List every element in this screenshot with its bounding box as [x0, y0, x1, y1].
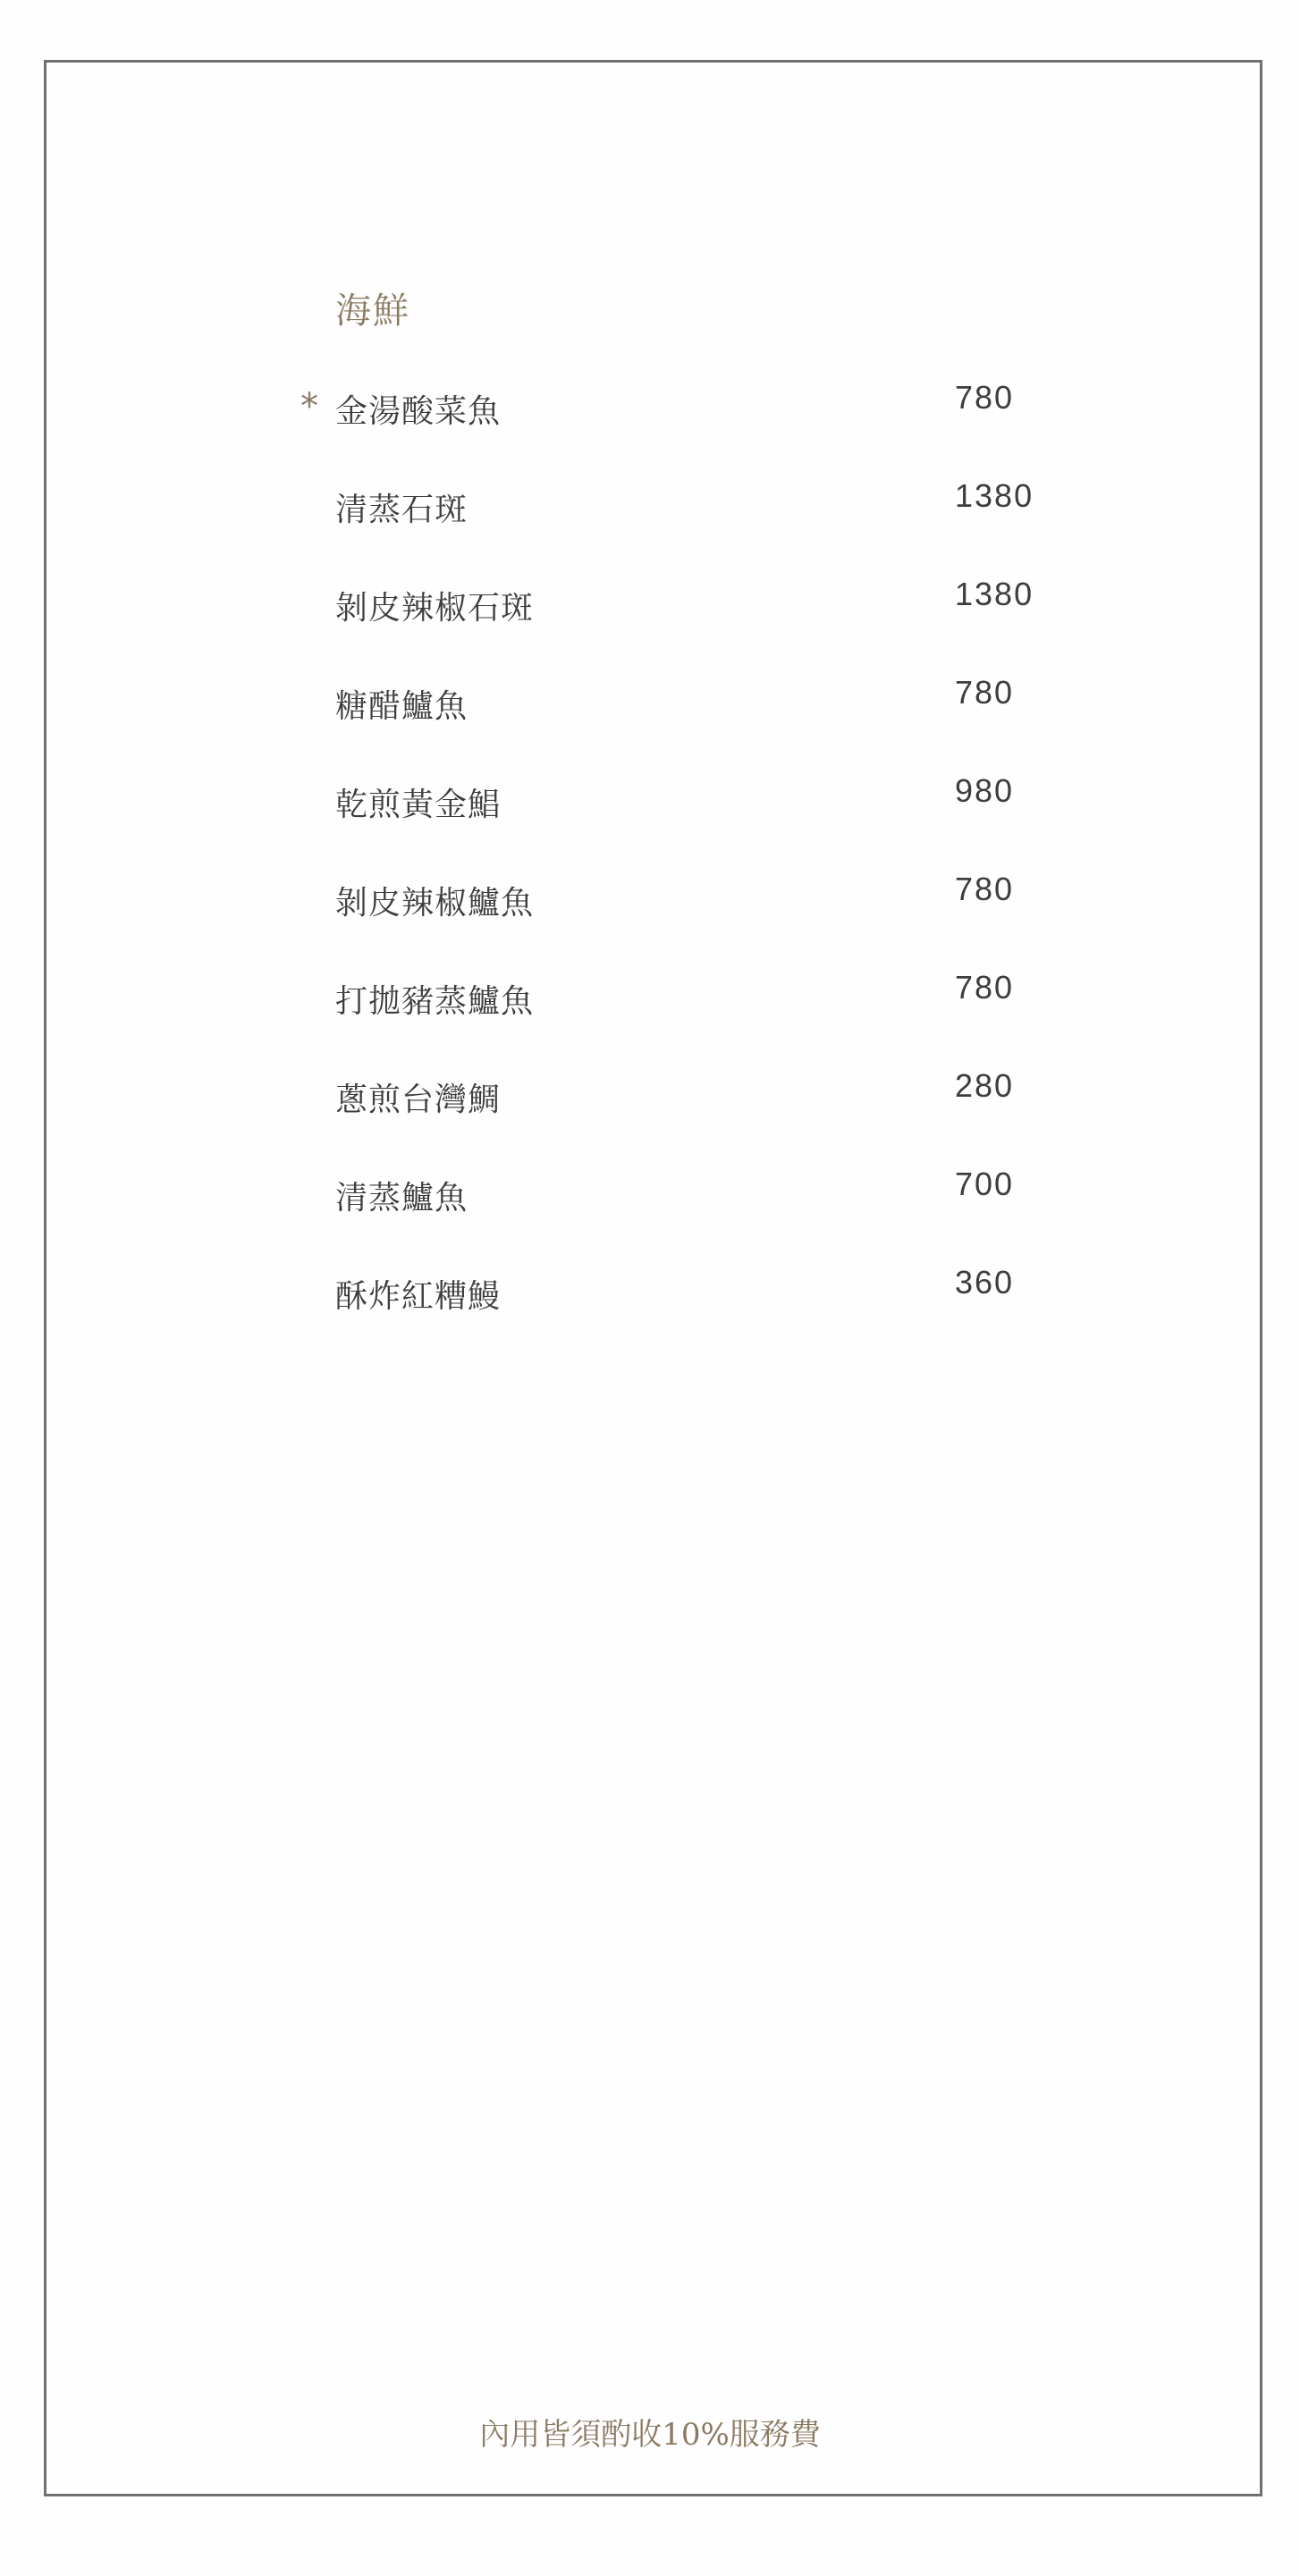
item-name: 剝皮辣椒石斑 [335, 590, 535, 627]
item-price: 980 [955, 772, 1015, 809]
service-charge-note: 內用皆須酌收10%服務費 [479, 2417, 821, 2453]
menu-item [0, 576, 1300, 638]
menu-item [0, 477, 1300, 540]
item-price: 780 [955, 871, 1015, 907]
item-name: 清蒸鱸魚 [335, 1180, 469, 1216]
item-price: 780 [955, 969, 1015, 1006]
item-name: 打拋豬蒸鱸魚 [335, 983, 535, 1020]
recommended-star-icon: * [300, 386, 318, 427]
menu-item [0, 1264, 1300, 1326]
item-name: 酥炸紅糟鰻 [335, 1278, 502, 1315]
menu-item [0, 772, 1300, 835]
item-name: 糖醋鱸魚 [335, 688, 469, 725]
item-price: 780 [955, 379, 1015, 416]
menu-item [0, 1067, 1300, 1130]
item-price: 780 [955, 674, 1015, 711]
menu-item [0, 1166, 1300, 1228]
item-price: 360 [955, 1264, 1015, 1301]
item-price: 700 [955, 1166, 1015, 1202]
menu-item [0, 379, 1300, 442]
item-price: 1380 [955, 477, 1034, 514]
item-name: 剝皮辣椒鱸魚 [335, 885, 535, 922]
section-title: 海鮮 [335, 290, 410, 332]
item-name: 清蒸石斑 [335, 492, 469, 528]
item-name: 金湯酸菜魚 [335, 393, 502, 430]
item-price: 1380 [955, 576, 1034, 612]
menu-item [0, 674, 1300, 737]
menu-item [0, 969, 1300, 1031]
item-name: 蔥煎台灣鯛 [335, 1082, 502, 1118]
menu-item [0, 871, 1300, 933]
item-name: 乾煎黃金鯧 [335, 787, 502, 823]
item-price: 280 [955, 1067, 1015, 1104]
